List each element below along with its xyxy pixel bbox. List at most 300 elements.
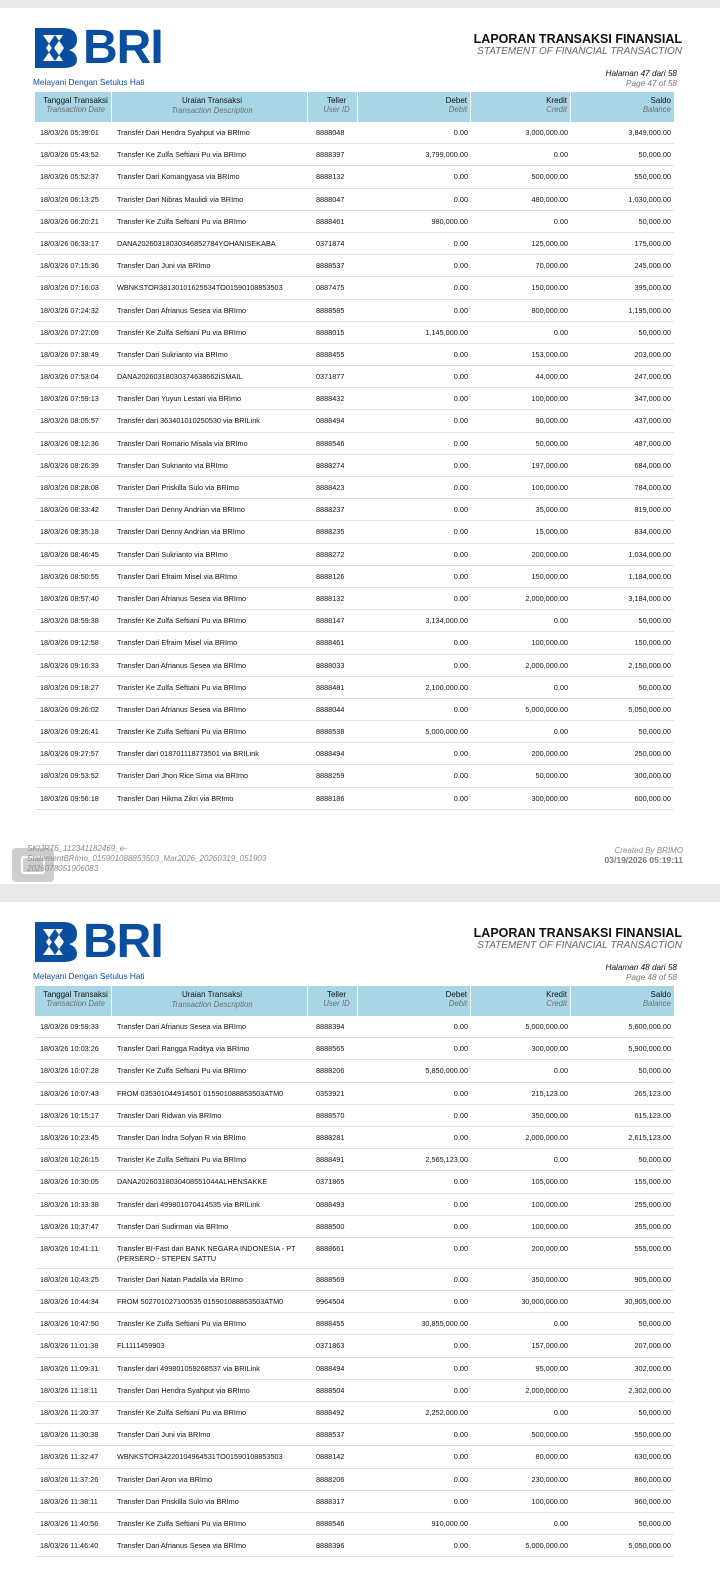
teller-id: 0371877	[316, 372, 345, 382]
teller-id: 0888494	[316, 749, 345, 759]
transaction-date: 18/03/26 09:27:57	[40, 749, 99, 759]
transaction-date: 18/03/26 11:09:31	[40, 1363, 99, 1373]
table-row	[35, 277, 674, 299]
header-col-description	[112, 986, 308, 1016]
balance-amount: 5,600,000.00	[628, 1022, 671, 1031]
table-row	[35, 499, 674, 521]
balance-amount: 155,000.00	[634, 1177, 671, 1187]
debit-amount: 0.00	[453, 194, 468, 204]
teller-id: 8888047	[316, 194, 345, 204]
balance-amount: 250,000.00	[634, 749, 671, 759]
header-sublabel: Debit	[448, 105, 467, 114]
transaction-date: 18/03/26 11:40:56	[40, 1518, 99, 1528]
header-sublabel: Debit	[448, 999, 467, 1008]
teller-id: 0888494	[316, 416, 345, 426]
table-row	[35, 765, 674, 787]
table-row	[35, 144, 674, 166]
balance-amount: 255,000.00	[634, 1199, 671, 1209]
header-label: Debet	[445, 990, 467, 999]
table-row	[35, 1038, 674, 1060]
teller-id: 0371874	[316, 238, 345, 248]
table-row	[35, 566, 674, 588]
debit-amount: 0.00	[453, 483, 468, 492]
page-label: Page 47 of 58	[626, 79, 677, 88]
debit-amount: 0.00	[453, 1088, 468, 1098]
teller-id: 8888206	[316, 1474, 345, 1484]
credit-amount: 153,000.00	[531, 349, 568, 359]
table-body	[35, 1016, 674, 1557]
debit-amount: 0.00	[453, 1022, 468, 1031]
credit-amount: 95,000.00	[535, 1363, 568, 1373]
table-row	[35, 655, 674, 677]
debit-amount: 0.00	[453, 793, 468, 803]
credit-amount: 150,000.00	[531, 283, 568, 293]
bri-tagline: Melayani Dengan Setulus Hati	[33, 77, 145, 87]
debit-amount: 0.00	[453, 549, 468, 559]
transaction-date: 18/03/26 07:24:32	[40, 305, 99, 315]
balance-amount: 3,184,000.00	[628, 593, 671, 603]
transaction-date: 18/03/26 10:07:43	[40, 1088, 99, 1098]
transaction-description: Transfer Dari Aron via BRImo	[117, 1474, 213, 1484]
balance-amount: 50,000.00	[638, 1518, 671, 1528]
bri-wordmark: BRI	[83, 915, 163, 968]
balance-amount: 50,000.00	[638, 1155, 671, 1165]
balance-amount: 5,050,000.00	[628, 1541, 671, 1551]
credit-amount: 100,000.00	[531, 483, 568, 492]
teller-id: 8888585	[316, 305, 345, 315]
credit-amount: 480,000.00	[531, 194, 568, 204]
header-sublabel: Transaction Date	[46, 999, 105, 1008]
table-row	[35, 322, 674, 344]
debit-amount: 3,799,000.00	[425, 150, 468, 160]
header-label: Tanggal Transaksi	[43, 96, 108, 105]
balance-amount: 30,905,000.00	[624, 1297, 671, 1307]
table-row	[35, 1083, 674, 1105]
header-sublabel: User ID	[323, 999, 350, 1008]
table-row	[35, 721, 674, 743]
bri-logo	[33, 915, 163, 990]
credit-amount: 5,000,000.00	[525, 1541, 568, 1551]
balance-amount: 615,123.00	[634, 1110, 671, 1120]
credit-amount: 150,000.00	[531, 571, 568, 581]
transaction-date: 18/03/26 10:03:26	[40, 1044, 99, 1054]
bri-logo	[33, 21, 163, 96]
debit-amount: 0.00	[453, 438, 468, 448]
teller-id: 8888317	[316, 1496, 345, 1506]
transaction-description: Transfer Dari Indra Sofyan R via BRImo	[117, 1132, 246, 1142]
debit-amount: 0.00	[453, 1243, 468, 1253]
credit-amount: 5,000,000.00	[525, 704, 568, 714]
balance-amount: 1,034,000.00	[628, 549, 671, 559]
table-row	[35, 189, 674, 211]
credit-amount: 157,000.00	[531, 1341, 568, 1351]
debit-amount: 0.00	[453, 460, 468, 470]
teller-id: 8888048	[316, 128, 345, 137]
debit-amount: 0.00	[453, 505, 468, 515]
teller-id: 8888206	[316, 1066, 345, 1076]
table-row	[35, 1358, 674, 1380]
balance-amount: 555,000.00	[634, 1243, 671, 1253]
table-row	[35, 211, 674, 233]
credit-amount: 5,000,000.00	[525, 1022, 568, 1031]
transaction-description: Transfer Ke Zulfa Seftiani Pu via BRImo	[117, 1518, 247, 1528]
report-subtitle: STATEMENT OF FINANCIAL TRANSACTION	[477, 46, 682, 57]
table-row	[35, 122, 674, 144]
debit-amount: 0.00	[453, 172, 468, 182]
balance-amount: 203,000.00	[634, 349, 671, 359]
header-col-debit	[358, 986, 471, 1016]
header-label: Uraian Transaksi	[181, 990, 243, 999]
transaction-date: 18/03/26 11:18:11	[40, 1385, 98, 1395]
credit-amount: 44,000.00	[535, 372, 568, 382]
debit-amount: 0.00	[453, 1274, 468, 1284]
table-row	[35, 1216, 674, 1238]
transaction-date: 18/03/26 09:53:52	[40, 771, 99, 781]
teller-id: 8888481	[316, 682, 345, 692]
transaction-date: 18/03/26 11:32:47	[40, 1452, 99, 1462]
transaction-description: DANA20260318030346852784YOHANISEKABA	[117, 238, 276, 248]
credit-amount: 2,000,000.00	[525, 660, 568, 670]
table-row	[35, 410, 674, 432]
table-row	[35, 166, 674, 188]
table-row	[35, 300, 674, 322]
teller-id: 0371865	[316, 1177, 345, 1187]
transaction-description: Transfer Ke Zulfa Seftiani Pu via BRImo	[117, 727, 247, 737]
transaction-description: DANA20260318030408551044ALHENSAKKE	[117, 1177, 268, 1187]
teller-id: 8888537	[316, 261, 345, 271]
table-row	[35, 1194, 674, 1216]
debit-amount: 0.00	[453, 305, 468, 315]
transaction-description: FROM 035301044914501 015901088853503ATM0	[117, 1088, 284, 1098]
table-row	[35, 588, 674, 610]
transaction-description: Transfer Dari Nibras Maulidi via BRImo	[117, 194, 244, 204]
balance-amount: 50,000.00	[638, 216, 671, 226]
transaction-date: 18/03/26 08:05:57	[40, 416, 99, 426]
header-col-debit	[358, 92, 471, 122]
debit-amount: 5,000,000.00	[425, 727, 468, 737]
debit-amount: 0.00	[453, 527, 468, 537]
balance-amount: 265,123.00	[634, 1088, 671, 1098]
balance-amount: 860,000.00	[634, 1474, 671, 1484]
credit-amount: 200,000.00	[531, 749, 568, 759]
teller-id: 8888546	[316, 1518, 345, 1528]
transaction-description: Transfer Dari Priskilla Sulo via BRImo	[117, 1496, 239, 1506]
table-row	[35, 1446, 674, 1468]
credit-amount: 90,000.00	[535, 416, 568, 426]
debit-amount: 0.00	[453, 1341, 468, 1351]
table-row	[35, 1171, 674, 1193]
transaction-date: 18/03/26 09:12:58	[40, 638, 99, 648]
balance-amount: 1,030,000.00	[628, 194, 671, 204]
balance-amount: 487,000.00	[634, 438, 671, 448]
credit-amount: 100,000.00	[531, 394, 568, 404]
table-row	[35, 544, 674, 566]
balance-amount: 175,000.00	[634, 238, 671, 248]
transaction-description: Transfer Ke Zulfa Seftiani Pu via BRImo	[117, 1319, 247, 1329]
debit-amount: 0.00	[453, 1177, 468, 1187]
debit-amount: 3,134,000.00	[425, 616, 468, 626]
credit-amount: 105,000.00	[531, 1177, 568, 1187]
teller-id: 8888565	[316, 1044, 345, 1054]
credit-amount: 100,000.00	[531, 1199, 568, 1209]
transaction-description: Transfer Ke Zulfa Seftiani Pu via BRImo	[117, 216, 247, 226]
debit-amount: 5,850,000.00	[425, 1066, 468, 1076]
transaction-description: Transfer dari 363401010250530 via BRILink	[117, 416, 260, 426]
table-row	[35, 677, 674, 699]
transaction-date: 18/03/26 09:26:41	[40, 727, 99, 737]
transaction-date: 18/03/26 10:47:50	[40, 1319, 99, 1329]
teller-id: 0888494	[316, 1363, 345, 1373]
credit-amount: 0.00	[553, 150, 568, 160]
debit-amount: 1,145,000.00	[425, 327, 468, 337]
table-row	[35, 788, 674, 810]
debit-amount: 0.00	[453, 749, 468, 759]
transaction-date: 18/03/26 07:59:13	[40, 394, 99, 404]
teller-id: 8888492	[316, 1408, 345, 1417]
table-row	[35, 366, 674, 388]
transaction-description: Transfer Ke Zulfa Seftiani Pu via BRImo	[117, 327, 247, 337]
transaction-description: Transfer Dari Hendra Syahput via BRImo	[117, 128, 250, 137]
transaction-date: 18/03/26 09:56:18	[40, 793, 99, 803]
table-row	[35, 1469, 674, 1491]
header-label: Debet	[445, 96, 467, 105]
header-col-description	[112, 92, 308, 122]
balance-amount: 50,000.00	[638, 727, 671, 737]
balance-amount: 50,000.00	[638, 616, 671, 626]
header-label: Teller	[326, 990, 347, 999]
footer-file-reference: SKIJR76_112341182469_e-StatementBRImo_015901088853503_Mar2026_20260319_051903 2026078051906083	[27, 844, 267, 873]
transaction-date: 18/03/26 11:46:40	[40, 1541, 99, 1551]
credit-amount: 230,000.00	[531, 1474, 568, 1484]
transaction-date: 18/03/26 10:30:05	[40, 1177, 99, 1187]
table-row	[35, 1424, 674, 1446]
transaction-description: Transfer dari 499801070414535 via BRILink	[117, 1199, 260, 1209]
transaction-date: 18/03/26 10:44:34	[40, 1297, 99, 1307]
credit-amount: 0.00	[553, 1319, 568, 1329]
debit-amount: 30,855,000.00	[421, 1319, 468, 1329]
table-row	[35, 433, 674, 455]
balance-amount: 50,000.00	[638, 1408, 671, 1417]
table-row	[35, 233, 674, 255]
credit-amount: 300,000.00	[531, 793, 568, 803]
transaction-description: DANA20260318030374638662ISMAIL	[117, 372, 243, 382]
balance-amount: 50,000.00	[638, 150, 671, 160]
debit-amount: 0.00	[453, 1363, 468, 1373]
credit-amount: 2,000,000.00	[525, 1132, 568, 1142]
balance-amount: 2,150,000.00	[628, 660, 671, 670]
credit-amount: 0.00	[553, 1155, 568, 1165]
bri-tagline: Melayani Dengan Setulus Hati	[33, 971, 145, 981]
transaction-description: Transfer Dari Afrianus Sesea via BRImo	[117, 704, 247, 714]
header-sublabel: Balance	[642, 105, 671, 114]
balance-amount: 630,000.00	[634, 1452, 671, 1462]
header-col-teller	[308, 92, 358, 122]
debit-amount: 0.00	[453, 1496, 468, 1506]
debit-amount: 980,000.00	[431, 216, 468, 226]
transaction-description: Transfer Dari Jhon Rice Sima via BRImo	[117, 771, 249, 781]
teller-id: 8888274	[316, 460, 345, 470]
balance-amount: 347,000.00	[634, 394, 671, 404]
balance-amount: 784,000.00	[634, 483, 671, 492]
header-col-date	[35, 92, 112, 122]
transaction-description: FROM 502701027100535 015901088853503ATM0	[117, 1297, 284, 1307]
transaction-date: 18/03/26 10:07:28	[40, 1066, 99, 1076]
transaction-date: 18/03/26 11:20:37	[40, 1408, 99, 1417]
header-label: Tanggal Transaksi	[43, 990, 108, 999]
halaman-label: Halaman 47 dari 58	[605, 69, 677, 78]
statement-page-48	[0, 902, 720, 1570]
transaction-date: 18/03/26 07:38:49	[40, 349, 99, 359]
created-at: 03/19/2026 05:19:11	[604, 855, 683, 865]
balance-amount: 2,302,000.00	[628, 1385, 671, 1395]
debit-amount: 0.00	[453, 638, 468, 648]
debit-amount: 2,252,000.00	[425, 1408, 468, 1417]
balance-amount: 550,000.00	[634, 1430, 671, 1440]
statement-page-47	[0, 8, 720, 884]
table-row	[35, 521, 674, 543]
debit-amount: 0.00	[453, 128, 468, 137]
transaction-description: Transfer Ke Zulfa Seftiani Pu via BRImo	[117, 1408, 247, 1417]
teller-id: 8888455	[316, 349, 345, 359]
table-row	[35, 1535, 674, 1557]
credit-amount: 30,000,000.00	[521, 1297, 568, 1307]
table-row	[35, 455, 674, 477]
header-sublabel: Balance	[642, 999, 671, 1008]
transaction-date: 18/03/26 10:41:11	[40, 1243, 99, 1253]
credit-amount: 100,000.00	[531, 1221, 568, 1231]
transaction-description: Transfer Dari Sukrianto via BRImo	[117, 349, 228, 359]
transaction-description: Transfer dari 499801059268537 via BRILink	[117, 1363, 260, 1373]
teller-id: 0887475	[316, 283, 345, 293]
balance-amount: 550,000.00	[634, 172, 671, 182]
table-row	[35, 1491, 674, 1513]
transaction-date: 18/03/26 06:33:17	[40, 238, 99, 248]
teller-id: 8888281	[316, 1132, 345, 1142]
transaction-description: Transfer Dari Afrianus Sesea via BRImo	[117, 1022, 247, 1031]
table-row	[35, 1291, 674, 1313]
header-sublabel: User ID	[323, 105, 350, 114]
transaction-description: Transfer Dari Sukrianto via BRImo	[117, 460, 228, 470]
transaction-description: FL1111459903	[117, 1341, 165, 1351]
header-label: Teller	[326, 96, 347, 105]
debit-amount: 0.00	[453, 1110, 468, 1120]
transaction-date: 18/03/26 10:15:17	[40, 1110, 99, 1120]
credit-amount: 300,000.00	[531, 1044, 568, 1054]
credit-amount: 35,000.00	[535, 505, 568, 515]
transaction-description: Transfer Dari Hendra Syahput via BRImo	[117, 1385, 250, 1395]
balance-amount: 3,849,000.00	[628, 128, 671, 137]
debit-amount: 0.00	[453, 1430, 468, 1440]
balance-amount: 150,000.00	[634, 638, 671, 648]
balance-amount: 684,000.00	[634, 460, 671, 470]
header-label: Saldo	[650, 96, 671, 105]
debit-amount: 910,000.00	[431, 1518, 468, 1528]
credit-amount: 15,000.00	[535, 527, 568, 537]
header-sublabel: Transaction Description	[171, 106, 253, 115]
table-row	[35, 1513, 674, 1535]
balance-amount: 1,195,000.00	[628, 305, 671, 315]
credit-amount: 2,000,000.00	[525, 593, 568, 603]
report-title: LAPORAN TRANSAKSI FINANSIAL	[473, 32, 682, 46]
transaction-table	[35, 92, 674, 810]
debit-amount: 0.00	[453, 1474, 468, 1484]
credit-amount: 100,000.00	[531, 1496, 568, 1506]
transaction-date: 18/03/26 08:46:45	[40, 549, 99, 559]
teller-id: 8888661	[316, 1243, 345, 1253]
teller-id: 0353921	[316, 1088, 345, 1098]
teller-id: 8888504	[316, 1385, 345, 1395]
credit-amount: 0.00	[553, 327, 568, 337]
table-header	[35, 986, 674, 1016]
transaction-date: 18/03/26 07:27:09	[40, 327, 99, 337]
credit-amount: 0.00	[553, 682, 568, 692]
credit-amount: 0.00	[553, 1518, 568, 1528]
transaction-date: 18/03/26 08:26:39	[40, 460, 99, 470]
credit-amount: 125,000.00	[531, 238, 568, 248]
balance-amount: 207,000.00	[634, 1341, 671, 1351]
teller-id: 8888132	[316, 593, 345, 603]
transaction-description: Transfer dari 018701118773501 via BRILink	[117, 749, 259, 759]
teller-id: 8888186	[316, 793, 345, 803]
transaction-date: 18/03/26 08:12:36	[40, 438, 99, 448]
table-row	[35, 1016, 674, 1038]
table-row	[35, 1380, 674, 1402]
table-row	[35, 1402, 674, 1424]
balance-amount: 437,000.00	[634, 416, 671, 426]
transaction-date: 18/03/26 08:50:55	[40, 571, 99, 581]
transaction-description: Transfer Dari Ridwan via BRImo	[117, 1110, 222, 1120]
credit-amount: 200,000.00	[531, 1243, 568, 1253]
credit-amount: 80,000.00	[535, 1452, 568, 1462]
teller-id: 8888033	[316, 660, 345, 670]
credit-amount: 0.00	[553, 1066, 568, 1076]
teller-id: 8888272	[316, 549, 345, 559]
debit-amount: 0.00	[453, 349, 468, 359]
transaction-description: Transfer Dari Sudirman via BRImo	[117, 1221, 229, 1231]
transaction-description: Transfer Dari Afrianus Sesea via BRImo	[117, 660, 247, 670]
debit-amount: 0.00	[453, 1132, 468, 1142]
debit-amount: 0.00	[453, 394, 468, 404]
transaction-date: 18/03/26 11:38:11	[40, 1496, 98, 1506]
transaction-description: Transfer Dari Rangga Raditya via BRImo	[117, 1044, 250, 1054]
debit-amount: 0.00	[453, 771, 468, 781]
transaction-date: 18/03/26 11:30:38	[40, 1430, 99, 1440]
balance-amount: 819,000.00	[634, 505, 671, 515]
teller-id: 8888259	[316, 771, 345, 781]
transaction-description: Transfer Ke Zulfa Seftiani Pu via BRImo	[117, 682, 247, 692]
table-row	[35, 1105, 674, 1127]
teller-id: 8888432	[316, 394, 345, 404]
table-row	[35, 477, 674, 499]
report-title: LAPORAN TRANSAKSI FINANSIAL	[473, 926, 682, 940]
debit-amount: 0.00	[453, 416, 468, 426]
teller-id: 8888423	[316, 483, 345, 492]
transaction-date: 18/03/26 08:57:40	[40, 593, 99, 603]
table-row	[35, 1127, 674, 1149]
debit-amount: 2,565,123.00	[425, 1155, 468, 1165]
table-row	[35, 1269, 674, 1291]
report-subtitle: STATEMENT OF FINANCIAL TRANSACTION	[477, 940, 682, 951]
bri-logo-mark-icon	[33, 920, 79, 964]
credit-amount: 500,000.00	[531, 172, 568, 182]
transaction-description: Transfer Dari Natan Padalla via BRImo	[117, 1274, 243, 1284]
teller-id: 8888132	[316, 172, 345, 182]
transaction-description: Transfer Dari Sukrianto via BRImo	[117, 549, 228, 559]
debit-amount: 0.00	[453, 283, 468, 293]
debit-amount: 0.00	[453, 238, 468, 248]
teller-id: 8888396	[316, 1541, 345, 1551]
table-row	[35, 632, 674, 654]
